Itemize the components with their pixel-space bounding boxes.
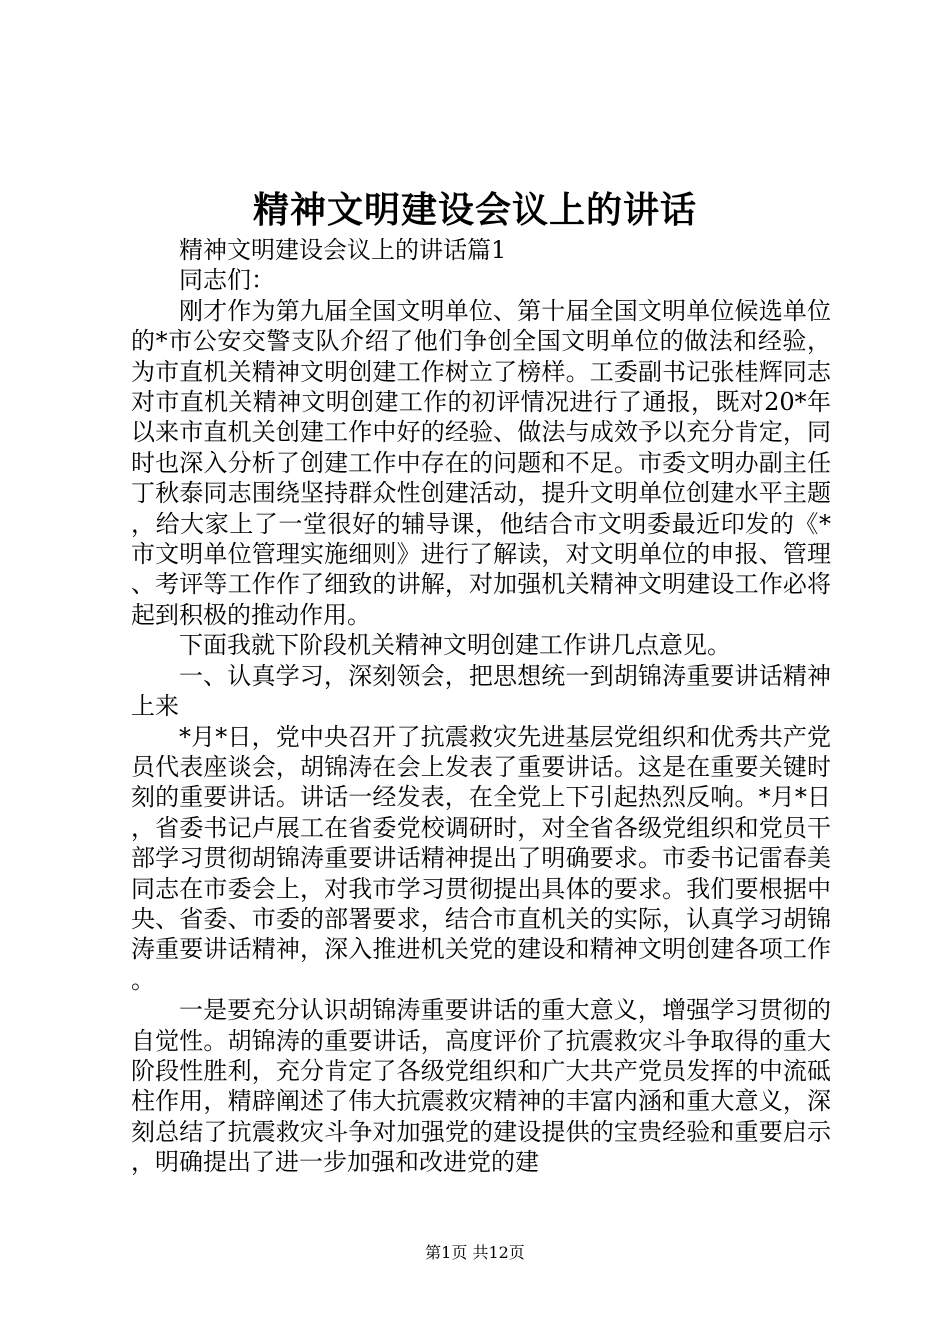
section-heading: 一、认真学习，深刻领会，把思想统一到胡锦涛重要讲话精神上来 [131, 661, 831, 721]
paragraph: 下面我就下阶段机关精神文明创建工作讲几点意见。 [179, 631, 731, 660]
paragraph: 刚才作为第九届全国文明单位、第十届全国文明单位候选单位的*市公安交警支队介绍了他们争创全国文明单位的做法和经验，为市直机关精神文明创建工作树立了榜样。工委副书记张桂辉同志对市直机关精神文明创建工作的初评情况进行了通报，既对20*年以来市直机关创建工作中好的经验、做法与成效予以充分肯定，同时也深入分析了创建工作中存在的问题和不足。市委文明办副主任丁秋泰同志围绕坚持群众性创建活动，提升文明单位创建水平主题，给大家上了一堂很好的辅导课，他结合市文明委最近印发的《*市文明单位管理实施细则》进行了解读，对文明单位的申报、管理、考评等工作作了细致的讲解，对加强机关精神文明建设工作必将起到积极的推动作用。 [131, 296, 831, 629]
section-subtitle: 精神文明建设会议上的讲话篇1 [179, 236, 507, 264]
paragraph: 一是要充分认识胡锦涛重要讲话的重大意义，增强学习贯彻的自觉性。胡锦涛的重要讲话，高度评价了抗震救灾斗争取得的重大阶段性胜利，充分肯定了各级党组织和广大共产党员发挥的中流砥柱作用，精辟阐述了伟大抗震救灾精神的丰富内涵和重大意义，深刻总结了抗震救灾斗争对加强党的建设提供的宝贵经验和重要启示，明确提出了进一步加强和改进党的建 [131, 996, 831, 1177]
page-title: 精神文明建设会议上的讲话 [252, 189, 697, 231]
page-number-footer: 第1页 共12页 [425, 1243, 525, 1262]
document-body [131, 235, 831, 1178]
paragraph: *月*日，党中央召开了抗震救灾先进基层党组织和优秀共产党员代表座谈会，胡锦涛在会上发表了重要讲话。这是在重要关键时刻的重要讲话。讲话一经发表，在全党上下引起热烈反响。*月*日，省委书记卢展工在省委党校调研时，对全省各级党组织和党员干部学习贯彻胡锦涛重要讲话精神提出了明确要求。市委书记雷春美同志在市委会上，对我市学习贯彻提出具体的要求。我们要根据中央、省委、市委的部署要求，结合市直机关的实际，认真学习胡锦涛重要讲话精神，深入推进机关党的建设和精神文明创建各项工作。 [131, 722, 831, 994]
salutation: 同志们： [179, 266, 275, 295]
